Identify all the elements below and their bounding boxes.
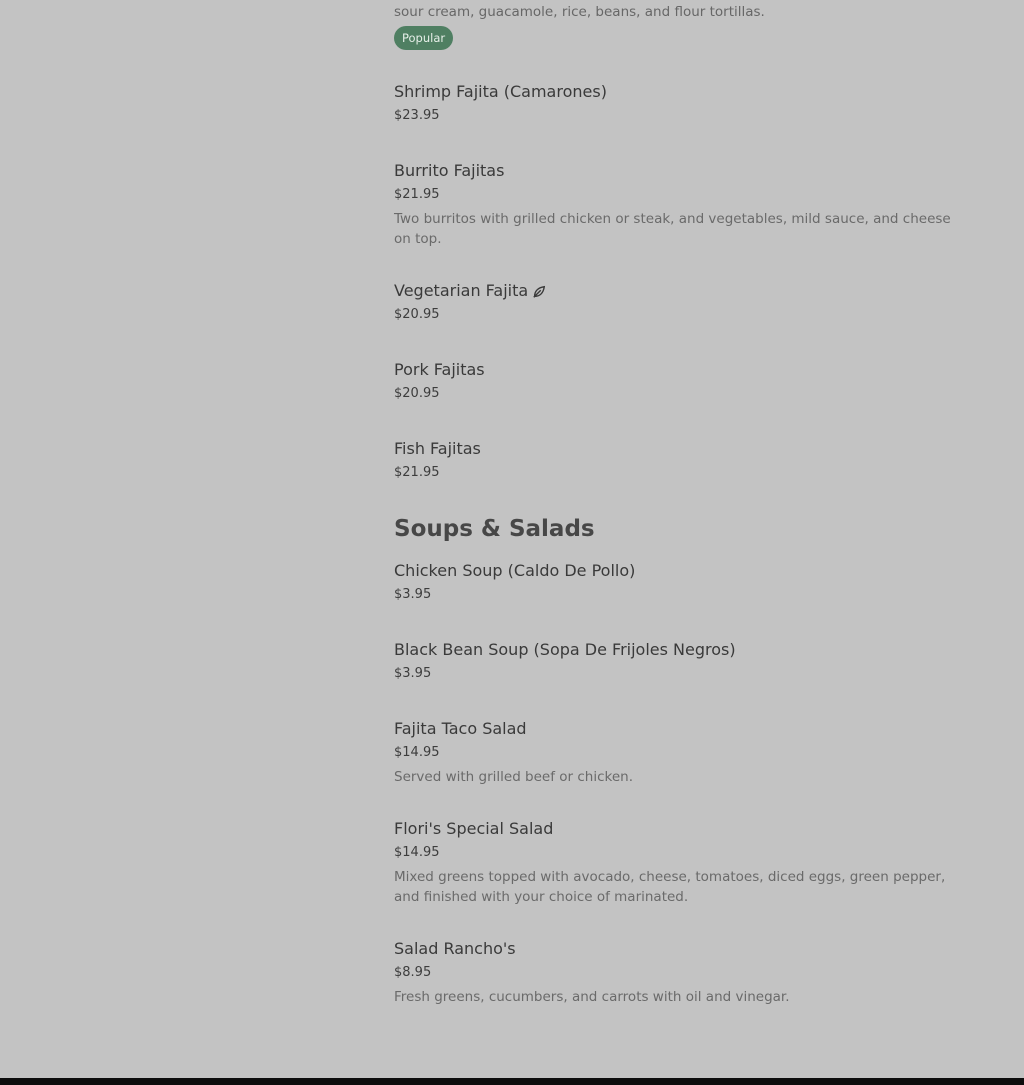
item-name: Flori's Special Salad (394, 819, 554, 838)
item-price: $21.95 (394, 187, 440, 202)
menu-item-chicken-soup[interactable] (394, 559, 974, 605)
item-name: Salad Rancho's (394, 939, 516, 958)
item-name: Fish Fajitas (394, 439, 481, 458)
item-price: $14.95 (394, 745, 440, 760)
item-name: Fajita Taco Salad (394, 719, 527, 738)
menu-item-black-bean-soup[interactable] (394, 638, 974, 684)
menu-item-fajita-taco-salad[interactable] (394, 717, 974, 787)
item-price: $14.95 (394, 845, 440, 860)
menu-item-vegetarian-fajita[interactable] (394, 279, 974, 325)
menu-item-shrimp-fajita[interactable] (394, 80, 974, 126)
menu-item-burrito-fajitas[interactable] (394, 159, 974, 249)
item-description: Two burritos with grilled chicken or steak, and vegetables, mild sauce, and cheese on top. (394, 211, 951, 247)
menu-item-fish-fajitas[interactable] (394, 437, 974, 483)
item-price: $20.95 (394, 307, 440, 322)
item-name: Black Bean Soup (Sopa De Frijoles Negros) (394, 640, 736, 659)
item-price: $20.95 (394, 386, 440, 401)
item-price: $3.95 (394, 587, 432, 602)
soups-salads-section (394, 514, 974, 1007)
footer-bar (0, 1078, 1024, 1085)
item-price: $23.95 (394, 108, 440, 123)
item-price: $3.95 (394, 666, 432, 681)
item-description: Mixed greens topped with avocado, cheese, tomatoes, diced eggs, green pepper, and finished with your choice of marinated. (394, 869, 946, 905)
popular-badge: Popular (394, 26, 453, 50)
item-name: Pork Fajitas (394, 360, 485, 379)
item-description: Fresh greens, cucumbers, and carrots with oil and vinegar. (394, 989, 790, 1005)
item-name: Burrito Fajitas (394, 161, 505, 180)
menu-item-salad-ranchos[interactable] (394, 937, 974, 1007)
item-name: Shrimp Fajita (Camarones) (394, 82, 607, 101)
item-name-row (394, 279, 974, 303)
leaf-icon (532, 285, 546, 299)
menu-item-floris-special-salad[interactable] (394, 817, 974, 907)
menu-item-pork-fajitas[interactable] (394, 358, 974, 404)
item-description: Served with grilled beef or chicken. (394, 769, 634, 785)
item-name: Vegetarian Fajita (394, 281, 529, 300)
fajitas-section (394, 0, 974, 483)
item-description: sour cream, guacamole, rice, beans, and flour tortillas. (394, 4, 765, 20)
item-price: $21.95 (394, 465, 440, 480)
item-name: Chicken Soup (Caldo De Pollo) (394, 561, 636, 580)
section-title: Soups & Salads (394, 516, 595, 542)
item-price: $8.95 (394, 965, 432, 980)
